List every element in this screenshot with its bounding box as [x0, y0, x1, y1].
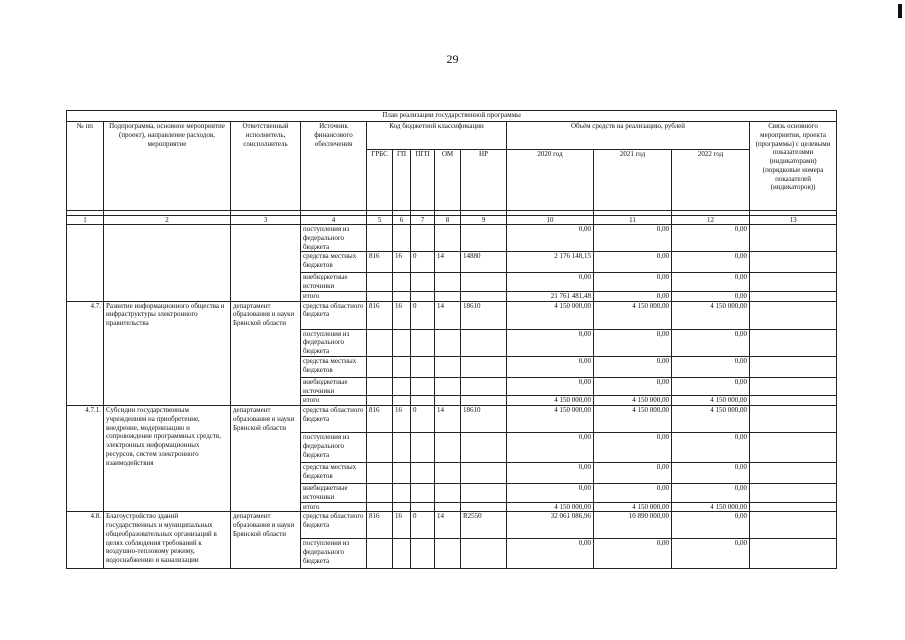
column-number: 4 — [301, 216, 367, 225]
column-number: 9 — [461, 216, 507, 225]
header-responsible: Ответственный исполнитель, соисполнитель — [231, 122, 301, 211]
amount-2021: 10 890 000,00 — [594, 512, 672, 539]
amount-2022: 4 150 000,00 — [672, 406, 750, 433]
budget-pgp — [411, 377, 435, 396]
funding-source: средства местных бюджетов — [301, 463, 367, 484]
responsible-executor — [231, 225, 301, 302]
funding-source: поступления из федерального бюджета — [301, 225, 367, 252]
funding-source: средства местных бюджетов — [301, 252, 367, 273]
column-number: 2 — [104, 216, 231, 225]
budget-gp — [393, 273, 411, 292]
amount-2021: 0,00 — [594, 225, 672, 252]
amount-2020: 21 761 481,48 — [507, 291, 594, 301]
amount-2021: 0,00 — [594, 252, 672, 273]
budget-gp — [393, 433, 411, 463]
header-grbs: ГРБС — [367, 150, 393, 211]
indicator-link — [750, 396, 837, 406]
header-budget-code: Код бюджетной классификации — [367, 122, 507, 150]
amount-2022: 0,00 — [672, 252, 750, 273]
header-2022: 2022 год — [672, 150, 750, 211]
indicator-link — [750, 273, 837, 292]
budget-om: 14 — [435, 301, 461, 329]
indicator-link — [750, 329, 837, 356]
budget-grbs — [367, 273, 393, 292]
amount-2022: 0,00 — [672, 356, 750, 377]
budget-om — [435, 539, 461, 569]
amount-2020: 0,00 — [507, 329, 594, 356]
amount-2021: 4 150 000,00 — [594, 406, 672, 433]
table-title: План реализации государственной программы — [67, 111, 837, 122]
budget-np — [461, 273, 507, 292]
amount-2020: 4 150 000,00 — [507, 396, 594, 406]
amount-2022: 0,00 — [672, 512, 750, 539]
budget-pgp — [411, 329, 435, 356]
amount-2022: 0,00 — [672, 273, 750, 292]
budget-gp: 16 — [393, 301, 411, 329]
amount-2020: 0,00 — [507, 484, 594, 503]
header-pgp: ПГП — [411, 150, 435, 211]
header-gp: ГП — [393, 150, 411, 211]
amount-2021: 0,00 — [594, 356, 672, 377]
column-number: 5 — [367, 216, 393, 225]
budget-np: 18610 — [461, 301, 507, 329]
budget-grbs — [367, 463, 393, 484]
budget-np — [461, 433, 507, 463]
amount-2022: 0,00 — [672, 539, 750, 569]
header-om: ОМ — [435, 150, 461, 211]
budget-pgp — [411, 539, 435, 569]
budget-pgp — [411, 433, 435, 463]
budget-gp: 16 — [393, 512, 411, 539]
amount-2021: 0,00 — [594, 539, 672, 569]
table-row — [67, 512, 837, 539]
amount-2022: 4 150 000,00 — [672, 396, 750, 406]
header-link: Связь основного мероприятия, проекта (программы) с целевыми показателями (индикаторами) (порядковые номера показателей (индикаторов)) — [750, 122, 837, 211]
amount-2020: 4 150 000,00 — [507, 301, 594, 329]
header-source: Источник финансового обеспечения — [301, 122, 367, 211]
budget-pgp — [411, 356, 435, 377]
column-number: 11 — [594, 216, 672, 225]
amount-2020: 0,00 — [507, 356, 594, 377]
budget-np: R2550 — [461, 512, 507, 539]
budget-gp — [393, 463, 411, 484]
indicator-link — [750, 225, 837, 252]
budget-np: 14880 — [461, 252, 507, 273]
column-number: 6 — [393, 216, 411, 225]
amount-2020: 32 061 086,96 — [507, 512, 594, 539]
indicator-link — [750, 463, 837, 484]
amount-2021: 0,00 — [594, 463, 672, 484]
budget-om — [435, 433, 461, 463]
budget-pgp: 0 — [411, 301, 435, 329]
budget-grbs — [367, 484, 393, 503]
row-number: 4.7.1. — [67, 406, 104, 512]
budget-om — [435, 356, 461, 377]
amount-2021: 0,00 — [594, 377, 672, 396]
amount-2022: 0,00 — [672, 329, 750, 356]
amount-2021: 0,00 — [594, 433, 672, 463]
amount-2020: 0,00 — [507, 539, 594, 569]
column-number-row — [67, 216, 837, 225]
amount-2021: 4 150 000,00 — [594, 301, 672, 329]
amount-2022: 0,00 — [672, 377, 750, 396]
header-np: НР — [461, 150, 507, 211]
budget-np: 18610 — [461, 406, 507, 433]
amount-2021: 0,00 — [594, 291, 672, 301]
budget-np — [461, 291, 507, 301]
amount-2022: 4 150 000,00 — [672, 301, 750, 329]
budget-grbs — [367, 377, 393, 396]
indicator-link — [750, 356, 837, 377]
funding-source: средства областного бюджета — [301, 406, 367, 433]
amount-2022: 0,00 — [672, 463, 750, 484]
budget-pgp: 0 — [411, 252, 435, 273]
indicator-link — [750, 484, 837, 503]
indicator-link — [750, 512, 837, 539]
amount-2020: 4 150 000,00 — [507, 502, 594, 512]
row-number: 4.8. — [67, 512, 104, 569]
budget-pgp — [411, 273, 435, 292]
budget-grbs: 816 — [367, 252, 393, 273]
budget-np — [461, 329, 507, 356]
amount-2021: 0,00 — [594, 329, 672, 356]
indicator-link — [750, 291, 837, 301]
row-number: 4.7. — [67, 301, 104, 406]
table-row — [67, 406, 837, 433]
budget-om: 14 — [435, 406, 461, 433]
amount-2020: 0,00 — [507, 433, 594, 463]
responsible-executor: департамент образования и науки Брянской области — [231, 406, 301, 512]
table-row — [67, 225, 837, 252]
indicator-link — [750, 377, 837, 396]
budget-om — [435, 502, 461, 512]
budget-pgp — [411, 291, 435, 301]
budget-om — [435, 273, 461, 292]
amount-2020: 0,00 — [507, 273, 594, 292]
budget-np — [461, 356, 507, 377]
budget-om: 14 — [435, 252, 461, 273]
amount-2022: 0,00 — [672, 225, 750, 252]
budget-np — [461, 484, 507, 503]
amount-2020: 0,00 — [507, 463, 594, 484]
budget-pgp — [411, 484, 435, 503]
activity-name: Субсидии государственным учреждениям на приобретение, внедрение, модернизацию и сопровождение программных средств, электронных информационных ресурсов, систем электронного взаимодействия — [104, 406, 231, 512]
budget-grbs: 816 — [367, 512, 393, 539]
budget-gp — [393, 291, 411, 301]
budget-grbs: 816 — [367, 301, 393, 329]
amount-2021: 4 150 000,00 — [594, 502, 672, 512]
budget-np — [461, 396, 507, 406]
activity-name: Благоустройство зданий государственных и муниципальных общеобразовательных организаций в целях соблюдения требований к воздушно-тепловому режиму, водоснабжению и канализации — [104, 512, 231, 569]
amount-2020: 4 150 000,00 — [507, 406, 594, 433]
funding-source: поступления из федерального бюджета — [301, 539, 367, 569]
column-number: 12 — [672, 216, 750, 225]
budget-om — [435, 484, 461, 503]
funding-source: средства областного бюджета — [301, 512, 367, 539]
budget-grbs — [367, 433, 393, 463]
amount-2021: 0,00 — [594, 484, 672, 503]
budget-gp — [393, 484, 411, 503]
responsible-executor: департамент образования и науки Брянской области — [231, 512, 301, 569]
budget-np — [461, 539, 507, 569]
amount-2020: 2 176 148,15 — [507, 252, 594, 273]
budget-gp — [393, 396, 411, 406]
funding-source: средства местных бюджетов — [301, 356, 367, 377]
budget-gp: 16 — [393, 406, 411, 433]
budget-grbs — [367, 396, 393, 406]
indicator-link — [750, 252, 837, 273]
header-2021: 2021 год — [594, 150, 672, 211]
amount-2022: 0,00 — [672, 484, 750, 503]
header-num: № пп — [67, 122, 104, 211]
indicator-link — [750, 539, 837, 569]
column-number: 7 — [411, 216, 435, 225]
budget-pgp — [411, 463, 435, 484]
indicator-link — [750, 301, 837, 329]
column-number: 1 — [67, 216, 104, 225]
budget-pgp — [411, 396, 435, 406]
column-number: 13 — [750, 216, 837, 225]
amount-2022: 4 150 000,00 — [672, 502, 750, 512]
budget-gp — [393, 539, 411, 569]
budget-np — [461, 502, 507, 512]
amount-2020: 0,00 — [507, 225, 594, 252]
budget-gp — [393, 329, 411, 356]
amount-2021: 0,00 — [594, 273, 672, 292]
indicator-link — [750, 433, 837, 463]
budget-grbs — [367, 225, 393, 252]
budget-grbs — [367, 502, 393, 512]
amount-2022: 0,00 — [672, 291, 750, 301]
column-number: 3 — [231, 216, 301, 225]
column-number: 10 — [507, 216, 594, 225]
budget-pgp — [411, 225, 435, 252]
indicator-link — [750, 502, 837, 512]
table-row — [67, 301, 837, 329]
scan-edge-mark — [898, 4, 902, 18]
budget-pgp: 0 — [411, 512, 435, 539]
budget-om — [435, 225, 461, 252]
budget-gp — [393, 356, 411, 377]
funding-source: итого — [301, 291, 367, 301]
budget-om: 14 — [435, 512, 461, 539]
header-2020: 2020 год — [507, 150, 594, 211]
funding-source: внебюджетные источники — [301, 273, 367, 292]
budget-pgp — [411, 502, 435, 512]
budget-np — [461, 463, 507, 484]
funding-source: средства областного бюджета — [301, 301, 367, 329]
page-number: 29 — [446, 52, 459, 66]
plan-table — [66, 110, 837, 569]
budget-om — [435, 329, 461, 356]
funding-source: внебюджетные источники — [301, 484, 367, 503]
funding-source: внебюджетные источники — [301, 377, 367, 396]
funding-source: итого — [301, 396, 367, 406]
amount-2021: 4 150 000,00 — [594, 396, 672, 406]
budget-np — [461, 377, 507, 396]
budget-om — [435, 291, 461, 301]
funding-source: поступления из федерального бюджета — [301, 433, 367, 463]
activity-name: Развитие информационного общества и инфраструктуры электронного правительства — [104, 301, 231, 406]
budget-grbs — [367, 329, 393, 356]
responsible-executor: департамент образования и науки Брянской области — [231, 301, 301, 406]
budget-gp — [393, 502, 411, 512]
budget-om — [435, 463, 461, 484]
budget-gp: 16 — [393, 252, 411, 273]
budget-grbs: 816 — [367, 406, 393, 433]
budget-pgp: 0 — [411, 406, 435, 433]
indicator-link — [750, 406, 837, 433]
header-subprogram: Подпрограмма, основное мероприятие (проект), направление расходов, мероприятие — [104, 122, 231, 211]
row-number — [67, 225, 104, 302]
budget-gp — [393, 225, 411, 252]
header-amount: Объём средств на реализацию, рублей — [507, 122, 750, 150]
amount-2022: 0,00 — [672, 433, 750, 463]
budget-np — [461, 225, 507, 252]
budget-om — [435, 377, 461, 396]
budget-om — [435, 396, 461, 406]
funding-source: итого — [301, 502, 367, 512]
funding-source: поступления из федерального бюджета — [301, 329, 367, 356]
column-number: 8 — [435, 216, 461, 225]
budget-grbs — [367, 539, 393, 569]
activity-name — [104, 225, 231, 302]
budget-grbs — [367, 356, 393, 377]
budget-gp — [393, 377, 411, 396]
budget-grbs — [367, 291, 393, 301]
amount-2020: 0,00 — [507, 377, 594, 396]
